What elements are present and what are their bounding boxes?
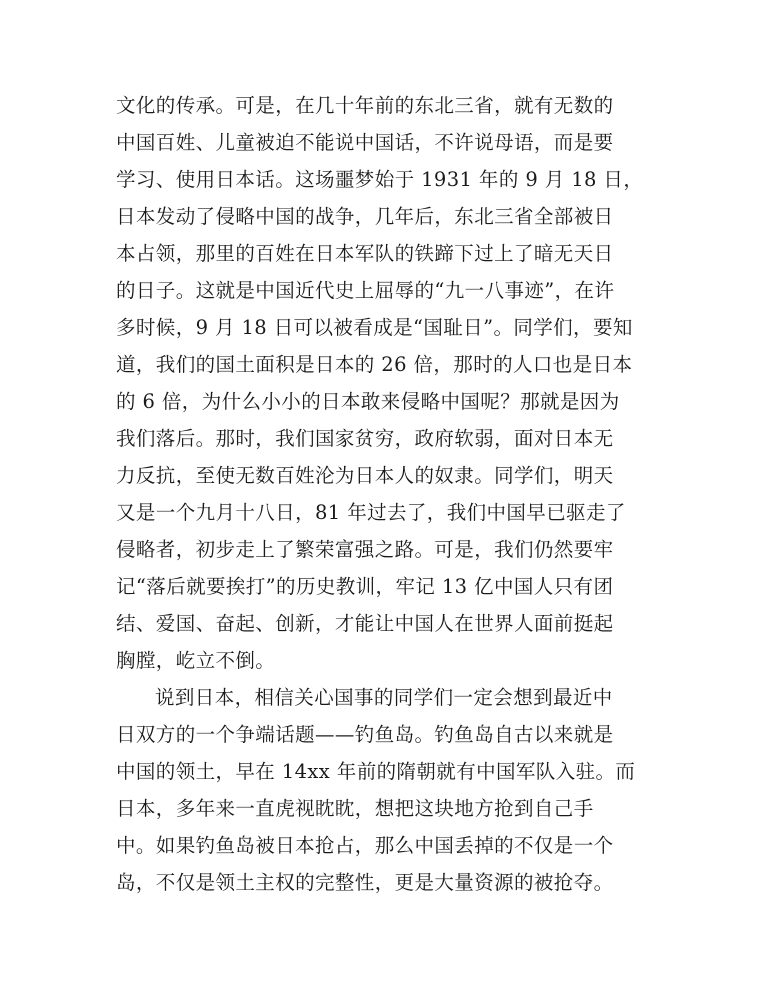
paragraph-1-line-12: 又是一个九月十八日，81 年过去了，我们中国早已驱走了: [116, 501, 626, 524]
paragraph-1-line-3: 学习、使用日本话。这场噩梦始于 1931 年的 9 月 18 日，: [116, 168, 644, 191]
paragraph-2-line-2: 日双方的一个争端话题——钓鱼岛。钓鱼岛自古以来就是: [116, 723, 614, 746]
paragraph-2-line-1: 说到日本，相信关心国事的同学们一定会想到最近中: [155, 686, 613, 709]
paragraph-2-line-5: 中。如果钓鱼岛被日本抢占，那么中国丢掉的不仅是一个: [116, 834, 614, 857]
paragraph-1-line-7: 多时候，9 月 18 日可以被看成是“国耻日”。同学们，要知: [116, 316, 633, 339]
paragraph-1-line-13: 侵略者，初步走上了繁荣富强之路。可是，我们仍然要牢: [116, 538, 614, 561]
paragraph-2-line-4: 日本，多年来一直虎视眈眈，想把这块地方抢到自己手: [116, 797, 594, 820]
paragraph-1-line-5: 本占领，那里的百姓在日本军队的铁蹄下过上了暗无天日: [116, 242, 614, 265]
paragraph-1-line-9: 的 6 倍，为什么小小的日本敢来侵略中国呢？那就是因为: [116, 390, 620, 413]
paragraph-2-line-6: 岛，不仅是领土主权的完整性，更是大量资源的被抢夺。: [116, 871, 614, 894]
paragraph-1-line-14: 记“落后就要挨打”的历史教训，牢记 13 亿中国人只有团: [116, 575, 614, 598]
paragraph-1-line-11: 力反抗，至使无数百姓沦为日本人的奴隶。同学们，明天: [116, 464, 614, 487]
paragraph-1-line-4: 日本发动了侵略中国的战争，几年后，东北三省全部被日: [116, 205, 614, 228]
paragraph-1-line-10: 我们落后。那时，我们国家贫穷，政府软弱，面对日本无: [116, 427, 614, 450]
paragraph-1-line-16: 胸膛，屹立不倒。: [116, 649, 276, 672]
paragraph-1-line-8: 道，我们的国土面积是日本的 26 倍，那时的人口也是日本: [116, 353, 633, 376]
paragraph-2-line-3: 中国的领土，早在 14xx 年前的隋朝就有中国军队入驻。而: [116, 760, 636, 783]
paragraph-1-line-15: 结、爱国、奋起、创新，才能让中国人在世界人面前挺起: [116, 612, 614, 635]
paragraph-1-line-1: 文化的传承。可是，在几十年前的东北三省，就有无数的: [116, 94, 614, 117]
paragraph-1-line-6: 的日子。这就是中国近代史上屈辱的“九一八事迹”，在许: [116, 279, 615, 302]
paragraph-1-line-2: 中国百姓、儿童被迫不能说中国话，不许说母语，而是要: [116, 131, 614, 154]
